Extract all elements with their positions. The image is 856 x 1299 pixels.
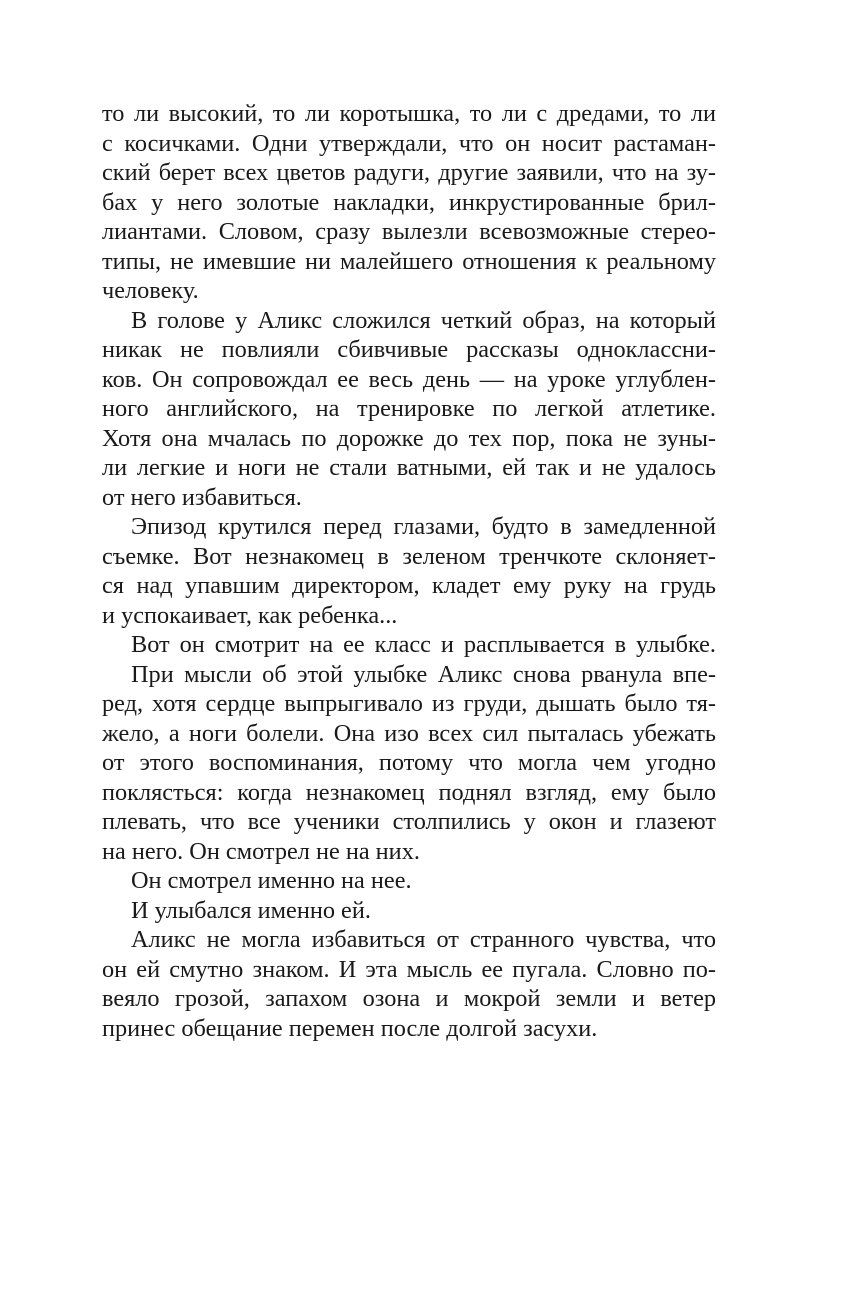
text-line: никак не повлияли сбивчивые рассказы одноклассни- — [102, 336, 716, 363]
text-line: веяло грозой, запахом озона и мокрой земли и ветер — [102, 985, 716, 1012]
text-line: принес обещание перемен после долгой засухи. — [102, 1014, 598, 1042]
text-line: плевать, что все ученики столпились у окон и глазеют — [102, 808, 716, 835]
text-line: ков. Он сопровождал ее весь день — на уроке углублен- — [102, 365, 716, 393]
text-line: то ли высокий, то ли коротышка, то ли с дредами, то ли — [102, 100, 716, 127]
text-line: с косичками. Одни утверждали, что он носит растаман- — [102, 129, 716, 157]
text-line: ся над упавшим директором, кладет ему руку на грудь — [102, 572, 716, 599]
text-line: он ей смутно знаком. И эта мысль ее пугала. Словно по- — [102, 955, 716, 983]
text-line: ли легкие и ноги не стали ватными, ей так и не удалось — [102, 454, 716, 481]
text-line: ного английского, на тренировке по легкой атлетике. — [102, 395, 716, 422]
paragraph-first-line: Вот он смотрит на ее класс и расплывается в улыбке. — [131, 631, 716, 658]
text-line: человеку. — [102, 277, 199, 304]
text-line: Хотя она мчалась по дорожке до тех пор, пока не зуны- — [102, 424, 716, 452]
text-line: ред, хотя сердце выпрыгивало из груди, дышать было тя- — [102, 690, 716, 717]
text-line: лиантами. Словом, сразу вылезли всевозможные стерео- — [102, 218, 716, 245]
paragraph-first-line: Он смотрел именно на нее. — [131, 867, 412, 894]
body-text — [102, 99, 716, 1043]
paragraph-first-line: Эпизод крутился перед глазами, будто в замедленной — [131, 513, 716, 540]
text-line: типы, не имевшие ни малейшего отношения к реальному — [102, 247, 716, 275]
text-line: и успокаивает, как ребенка... — [102, 601, 398, 629]
paragraph-first-line: При мысли об этой улыбке Аликс снова рванула впе- — [131, 660, 716, 688]
text-line: от него избавиться. — [102, 483, 302, 511]
paragraph-first-line: В голове у Аликс сложился четкий образ, на который — [131, 306, 716, 334]
text-line: съемке. Вот незнакомец в зеленом тренчкоте склоняет- — [102, 542, 716, 570]
text-line: поклясться: когда незнакомец поднял взгляд, ему было — [102, 778, 716, 806]
text-line: бах у него золотые накладки, инкрустированные брил- — [102, 188, 716, 216]
text-line: на него. Он смотрел не на них. — [102, 837, 420, 865]
paragraph-first-line: И улыбался именно ей. — [131, 896, 371, 924]
text-line: жело, а ноги болели. Она изо всех сил пыталась убежать — [102, 719, 716, 747]
paragraph-first-line: Аликс не могла избавиться от странного чувства, что — [131, 926, 716, 953]
text-line: от этого воспоминания, потому что могла чем угодно — [102, 749, 716, 776]
text-line: ский берет всех цветов радуги, другие заявили, что на зу- — [102, 159, 716, 186]
